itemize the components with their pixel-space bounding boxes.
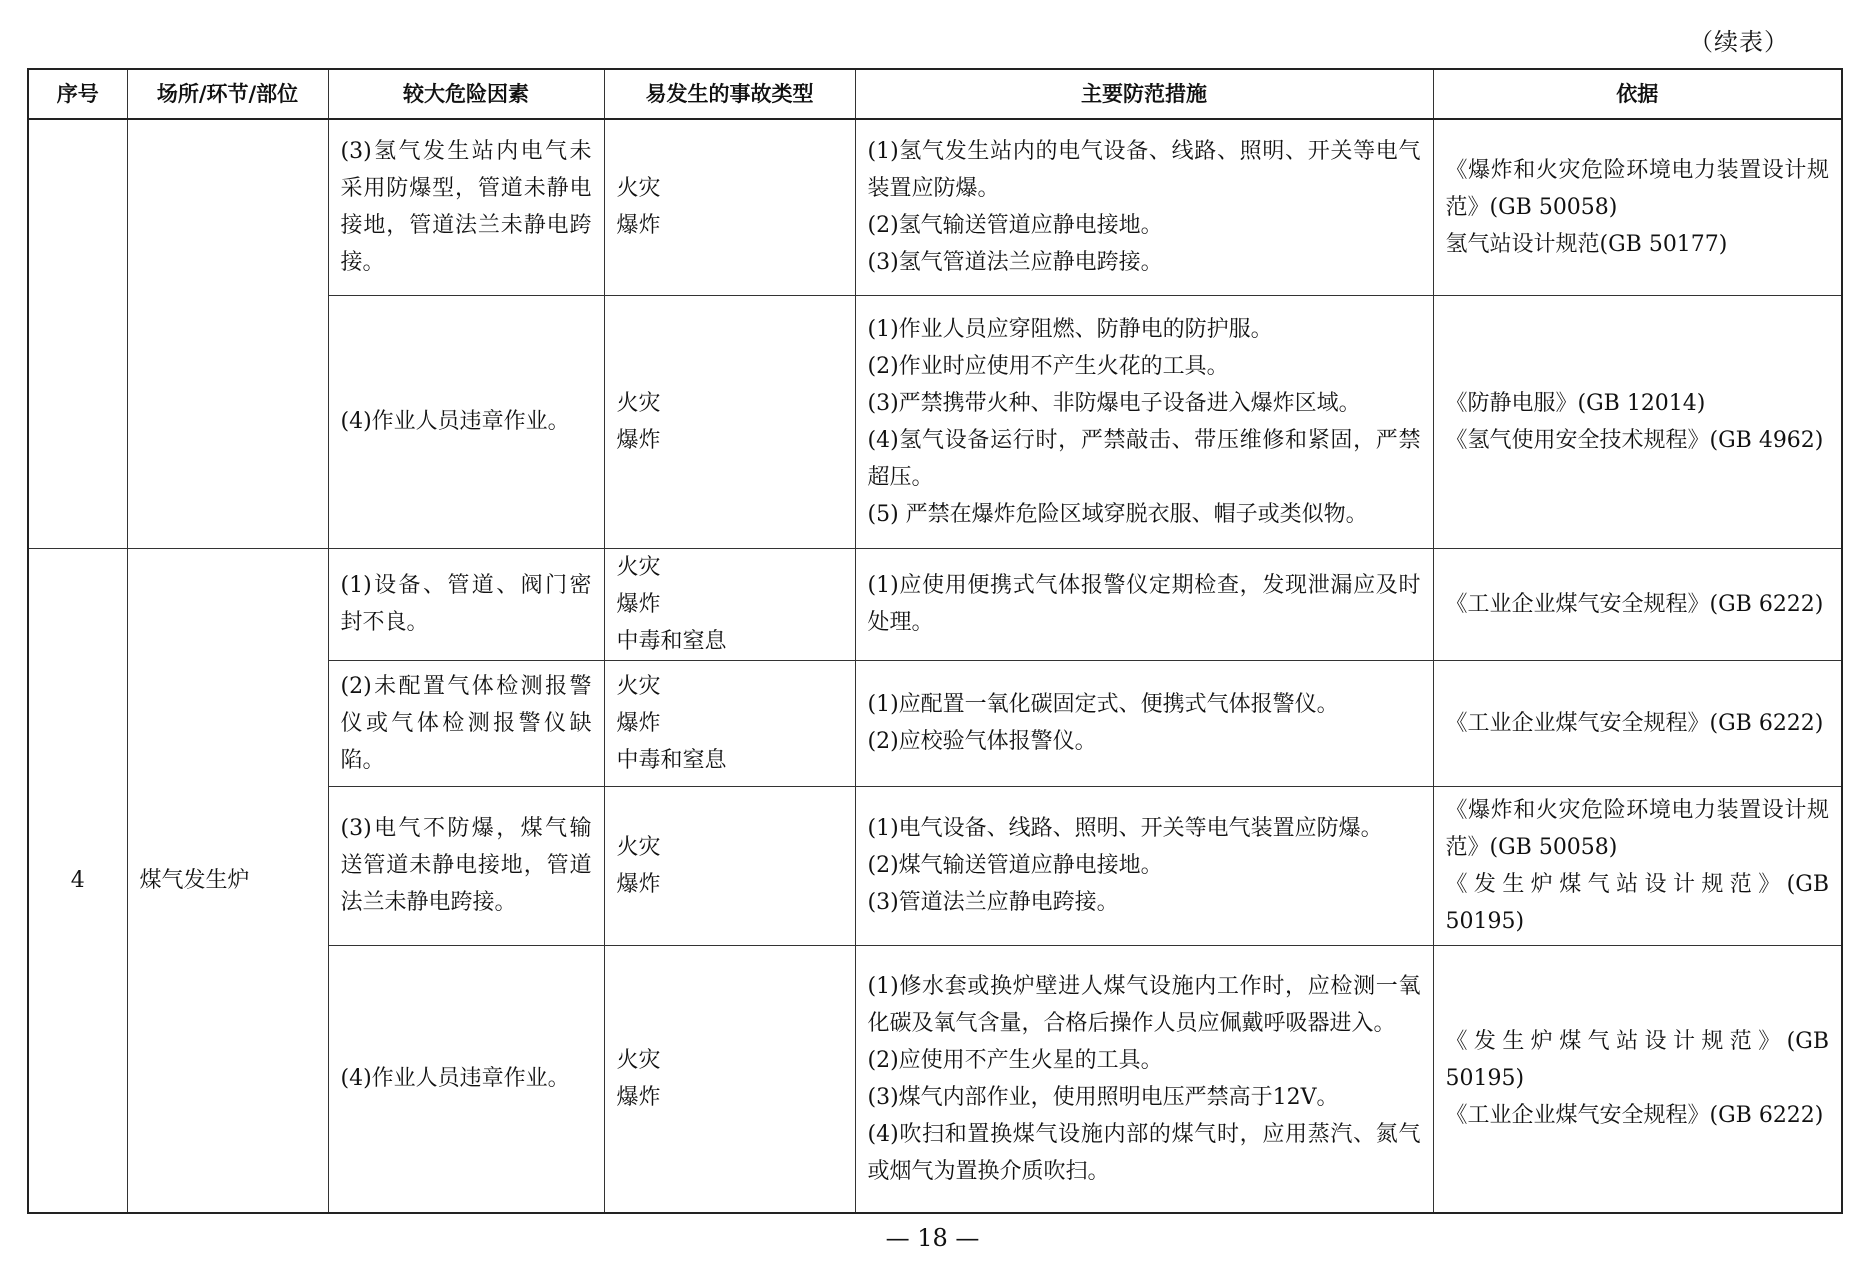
factor-cell: (4)作业人员违章作业。 — [328, 295, 604, 548]
accident-cell — [604, 295, 855, 548]
measures-cell — [855, 945, 1433, 1213]
accident-type: 爆炸 — [616, 871, 661, 897]
measure-item: (1)氢气发生站内的电气设备、线路、照明、开关等电气装置应防爆。 — [867, 139, 1421, 202]
hazard-table — [27, 68, 1843, 1214]
header-seq: 序号 — [28, 69, 127, 119]
measure-item: (2)氢气输送管道应静电接地。 — [867, 213, 1163, 239]
basis-cell — [1433, 945, 1842, 1213]
accident-type: 火灾 — [616, 1047, 661, 1073]
factor-cell: (2)未配置气体检测报警仪或气体检测报警仪缺陷。 — [328, 660, 604, 786]
measure-item: (1)电气设备、线路、照明、开关等电气装置应防爆。 — [867, 816, 1383, 841]
basis-cell — [1433, 548, 1842, 660]
accident-cell — [604, 786, 855, 945]
place-cell: 煤气发生炉 — [127, 548, 328, 1213]
accident-type: 火灾 — [616, 554, 661, 580]
accident-type: 火灾 — [616, 390, 661, 416]
measure-item: (4)氢气设备运行时，严禁敲击、带压维修和紧固，严禁超压。 — [867, 427, 1421, 490]
factor-cell: (3)电气不防爆，煤气输送管道未静电接地，管道法兰未静电跨接。 — [328, 786, 604, 945]
factor-cell: (3)氢气发生站内电气未采用防爆型，管道未静电接地，管道法兰未静电跨接。 — [328, 119, 604, 295]
measure-item: (4)吹扫和置换煤气设施内部的煤气时，应用蒸汽、氮气或烟气为置换介质吹扫。 — [867, 1121, 1421, 1184]
basis-item: 《防静电服》(GB 12014) — [1445, 390, 1706, 416]
accident-type: 火灾 — [616, 176, 661, 202]
basis-cell — [1433, 660, 1842, 786]
measure-item: (2)应使用不产生火星的工具。 — [867, 1047, 1163, 1073]
accident-type: 中毒和窒息 — [616, 628, 727, 654]
measure-item: (3)煤气内部作业，使用照明电压严禁高于12V。 — [867, 1084, 1339, 1110]
measure-item: (2)应校验气体报警仪。 — [867, 729, 1097, 754]
measures-cell — [855, 119, 1433, 295]
measure-item: (2)作业时应使用不产生火花的工具。 — [867, 353, 1229, 379]
accident-type: 爆炸 — [616, 1084, 661, 1110]
measures-cell — [855, 548, 1433, 660]
header-measures: 主要防范措施 — [855, 69, 1433, 119]
accident-type: 爆炸 — [616, 213, 661, 239]
table-header-row — [28, 69, 1842, 119]
accident-type: 爆炸 — [616, 591, 661, 617]
basis-cell — [1433, 295, 1842, 548]
table-row — [28, 119, 1842, 295]
basis-item: 《工业企业煤气安全规程》(GB 6222) — [1445, 591, 1824, 617]
basis-item: 《爆炸和火灾危险环境电力装置设计规范》(GB 50058) — [1445, 797, 1829, 860]
factor-cell: (1)设备、管道、阀门密封不良。 — [328, 548, 604, 660]
header-factor: 较大危险因素 — [328, 69, 604, 119]
seq-cell-empty — [28, 119, 127, 548]
continued-table-label: （续表） — [1689, 28, 1789, 56]
basis-cell — [1433, 119, 1842, 295]
basis-item: 《发生炉煤气站设计规范》(GB 50195) — [1445, 871, 1829, 934]
accident-type: 爆炸 — [616, 710, 661, 736]
measure-item: (3)管道法兰应静电跨接。 — [867, 890, 1119, 915]
basis-item: 氢气站设计规范(GB 50177) — [1445, 231, 1728, 257]
measures-cell — [855, 660, 1433, 786]
accident-cell — [604, 660, 855, 786]
measure-item: (3)氢气管道法兰应静电跨接。 — [867, 250, 1163, 276]
measures-cell — [855, 295, 1433, 548]
basis-item: 《工业企业煤气安全规程》(GB 6222) — [1445, 1103, 1824, 1129]
header-accident: 易发生的事故类型 — [604, 69, 855, 119]
header-basis: 依据 — [1433, 69, 1842, 119]
header-place: 场所/环节/部位 — [127, 69, 328, 119]
basis-item: 《工业企业煤气安全规程》(GB 6222) — [1445, 710, 1824, 736]
basis-cell — [1433, 786, 1842, 945]
measure-item: (3)严禁携带火种、非防爆电子设备进入爆炸区域。 — [867, 390, 1361, 416]
basis-item: 《氢气使用安全技术规程》(GB 4962) — [1445, 427, 1824, 453]
accident-cell — [604, 548, 855, 660]
accident-type: 火灾 — [616, 673, 661, 699]
accident-cell — [604, 119, 855, 295]
measures-cell — [855, 786, 1433, 945]
accident-type: 中毒和窒息 — [616, 747, 727, 773]
measure-item: (1)应配置一氧化碳固定式、便携式气体报警仪。 — [867, 692, 1339, 717]
accident-type: 爆炸 — [616, 427, 661, 453]
factor-cell: (4)作业人员违章作业。 — [328, 945, 604, 1213]
basis-item: 《发生炉煤气站设计规范》(GB 50195) — [1445, 1029, 1829, 1092]
accident-cell — [604, 945, 855, 1213]
accident-type: 火灾 — [616, 834, 661, 860]
measure-item: (5) 严禁在爆炸危险区域穿脱衣服、帽子或类似物。 — [867, 501, 1368, 527]
place-cell-empty — [127, 119, 328, 548]
basis-item: 《爆炸和火灾危险环境电力装置设计规范》(GB 50058) — [1445, 157, 1829, 220]
page-number: — 18 — — [885, 1224, 980, 1252]
measure-item: (1)应使用便携式气体报警仪定期检查，发现泄漏应及时处理。 — [867, 573, 1421, 635]
seq-cell: 4 — [28, 548, 127, 1213]
measure-item: (2)煤气输送管道应静电接地。 — [867, 853, 1163, 878]
measure-item: (1)修水套或换炉壁进人煤气设施内工作时，应检测一氧化碳及氧气含量，合格后操作人员应佩戴呼吸器进入。 — [867, 973, 1421, 1036]
table-row — [28, 548, 1842, 660]
measure-item: (1)作业人员应穿阻燃、防静电的防护服。 — [867, 316, 1273, 342]
